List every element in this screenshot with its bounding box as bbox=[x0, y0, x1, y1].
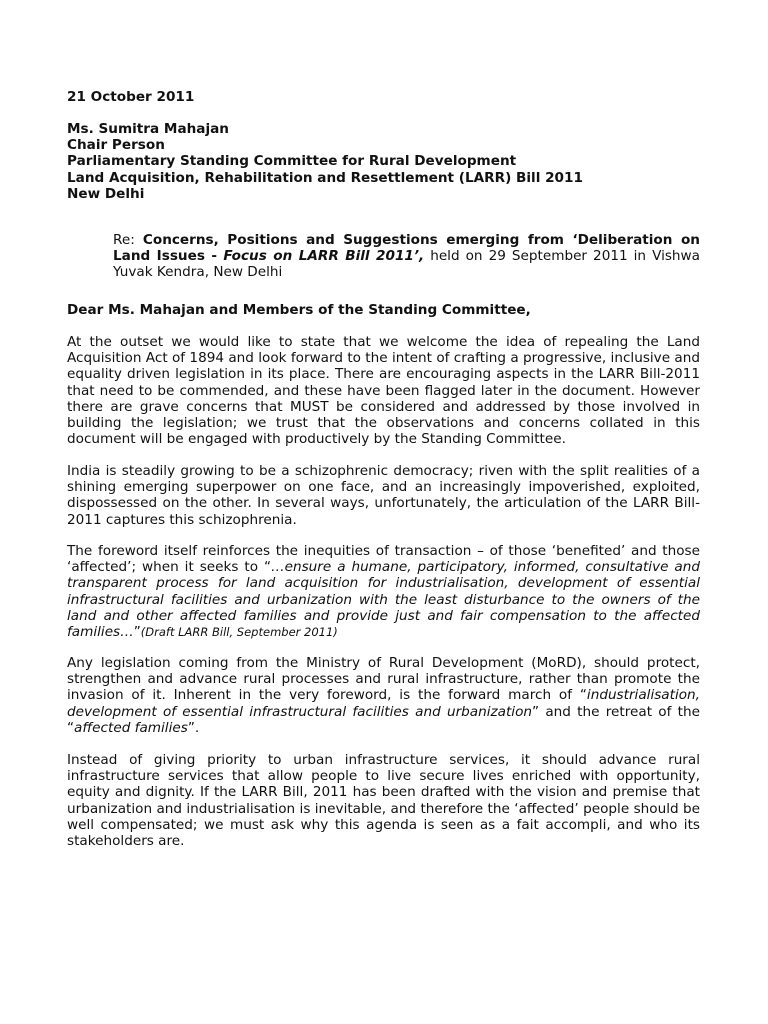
salutation: Dear Ms. Mahajan and Members of the Standing Committee, bbox=[67, 302, 531, 318]
paragraph-4-quote-2: affected families bbox=[74, 719, 188, 736]
paragraph-4 bbox=[67, 655, 700, 736]
paragraph-4-quote-1: industrialisation, development of essential infrastructural facilities and urbanization bbox=[67, 687, 700, 720]
paragraph-4-text-3: ”. bbox=[187, 719, 200, 736]
recipient-city: New Delhi bbox=[67, 185, 145, 202]
recipient-role: Chair Person bbox=[67, 137, 165, 154]
paragraph-3-text: The foreword itself reinforces the inequities of transaction – of those ‘benefited’ and those ‘affected’; when it seeks to “ bbox=[67, 543, 700, 576]
subject-text: Concerns, Positions and Suggestions emerging from ‘Deliberation on Land Issues - bbox=[113, 232, 700, 265]
subject-label: Re: bbox=[113, 232, 143, 248]
recipient-name: Ms. Sumitra Mahajan bbox=[67, 121, 229, 137]
paragraph-4-text: Any legislation coming from the Ministry of Rural Development (MoRD), should protect, strengthen and advance rural processes and rural infrastructure, rather than promote the invasion of it. Inherent in the very foreword, is the forward march of “ bbox=[67, 655, 700, 704]
paragraph-4-text-2: ” and the retreat of the “ bbox=[67, 703, 700, 736]
paragraph-2: India is steadily growing to be a schizophrenic democracy; riven with the split realities of a shining emerging superpower on one face, and an increasingly impoverished, exploited, dispossessed on the other. In several ways, unfortunately, the articulation of the LARR Bill-2011 captures this schizophrenia. bbox=[67, 463, 700, 528]
letter-date: 21 October 2011 bbox=[67, 89, 195, 105]
paragraph-3-quote: …ensure a humane, participatory, informed, consultative and transparent process for land acquisition for industrialisation, development of essential infrastructural facilities and urbanization with the least disturbance to the owners of the land and other affected families and provide just and fair compensation to the affected families… bbox=[67, 559, 700, 641]
paragraph-1: At the outset we would like to state that we welcome the idea of repealing the Land Acquisition Act of 1894 and look forward to the intent of crafting a progressive, inclusive and equality driven legislation in its place. There are encouraging aspects in the LARR Bill-2011 that need to be commended, and these have been flagged later in the document. However there are grave concerns that MUST be considered and addressed by those involved in building the legislation; we trust that the observations and concerns collated in this document will be engaged with productively by the Standing Committee. bbox=[67, 334, 700, 448]
paragraph-3 bbox=[67, 543, 700, 640]
subject-focus: Focus on LARR Bill 2011’, bbox=[223, 248, 425, 265]
subject-tail: held on 29 September 2011 in Vishwa Yuvak Kendra, New Delhi bbox=[113, 248, 700, 281]
recipient-committee: Parliamentary Standing Committee for Rural Development bbox=[67, 153, 517, 170]
subject-line bbox=[113, 232, 700, 281]
paragraph-3-close-quote: ” bbox=[133, 624, 141, 641]
recipient-bill: Land Acquisition, Rehabilitation and Resettlement (LARR) Bill 2011 bbox=[67, 169, 583, 186]
paragraph-5: Instead of giving priority to urban infrastructure services, it should advance rural infrastructure services that allow people to live secure lives enriched with opportunity, equity and dignity. If the LARR Bill, 2011 has been drafted with the vision and premise that urbanization and industrialisation is inevitable, and therefore the ‘affected’ people should be well compensated; we must ask why this agenda is seen as a fait accompli, and who its stakeholders are. bbox=[67, 752, 700, 850]
paragraph-3-citation: (Draft LARR Bill, September 2011) bbox=[140, 625, 338, 640]
recipient-address bbox=[67, 121, 700, 202]
